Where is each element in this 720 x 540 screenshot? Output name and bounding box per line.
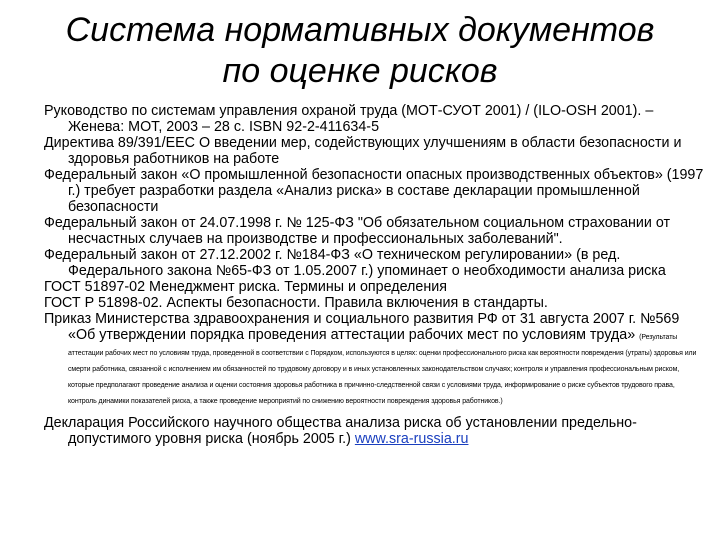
slide-title (0, 10, 720, 92)
list-item-declaration (44, 415, 704, 447)
sra-russia-link[interactable]: www.sra-russia.ru (354, 431, 469, 447)
list-item-gost-51897: ГОСТ 51897-02 Менеджмент риска. Термины и определения (44, 279, 447, 295)
list-item-ilo-osh: Руководство по системам управления охраной труда (МОТ-СУОТ 2001) / (ILO-OSH 2001). – Женева: МОТ, 2003 – 28 с. ISBN 92-2-411634-5 (44, 103, 654, 135)
title-line-2: по оценке рисков (222, 52, 498, 90)
declaration-text: Декларация Российского научного общества анализа риска об установлении предельно-допустимого уровня риска (ноябрь 2005 г.) (44, 415, 637, 447)
title-line-1: Система нормативных документов (65, 11, 655, 49)
document-list (44, 103, 704, 447)
list-item-law-125: Федеральный закон от 24.07.1998 г. № 125-ФЗ "Об обязательном социальном страховании от несчастных случаев на производстве и профессиональных заболеваний". (44, 215, 671, 247)
list-item-law-184: Федеральный закон от 27.12.2002 г. №184-ФЗ «О техническом регулировании» (в ред. Федерального закона №65-ФЗ от 1.05.2007 г.) упоминает о необходимости анализа риска (44, 247, 666, 279)
list-item-order-569 (44, 311, 704, 407)
list-item-directive: Директива 89/391/EEC О введении мер, содействующих улучшениям в области безопасности и здоровья работников на работе (44, 135, 682, 167)
order-note: (Результаты аттестации рабочих мест по условиям труда, проведенной в соответствии с Порядком, используются в целях: оценки профессионального риска как вероятности повреждения (утраты) здоровья или смерти работника, связанной с исполнением им обязанностей по трудовому договору и в иных установленных законодательством случаях; контроля и управления профессиональным риском, которые предполагают проведение анализа и оценки состояния здоровья работника в причинно-следственной связи с условиями труда, информирование о риске субъектов трудового права, контроль динамики показателей риска, а также проведение мероприятий по снижению вероятности повреждения здоровья работников.) (68, 334, 697, 405)
list-item-industrial-safety-law: Федеральный закон «О промышленной безопасности опасных производственных объектов» (1997 г.) требует разработки раздела «Анализ риска» в составе декларации промышленной безопасности (44, 167, 704, 215)
order-text: Приказ Министерства здравоохранения и социального развития РФ от 31 августа 2007 г. №569 «Об утверждении порядка проведения аттестации рабочих мест по условиям труда» (44, 311, 680, 343)
list-item-gost-51898: ГОСТ Р 51898-02. Аспекты безопасности. Правила включения в стандарты. (44, 295, 548, 311)
